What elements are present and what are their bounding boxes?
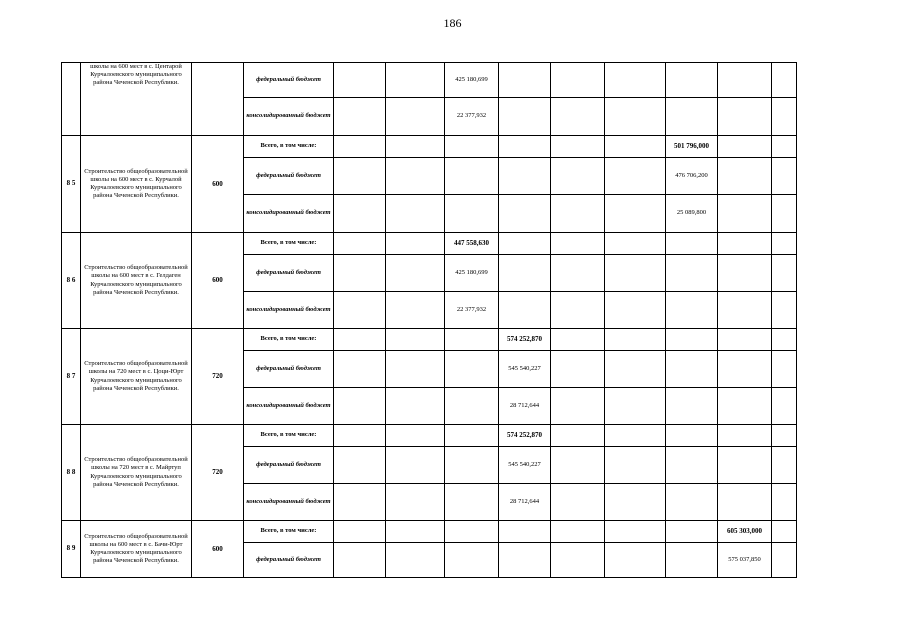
row-number: 8 6 (62, 233, 81, 329)
capacity-cell: 720 (192, 425, 244, 521)
value-cell: 25 089,800 (666, 195, 718, 233)
value-cell: 574 252,870 (499, 329, 551, 351)
total-label: Всего, в том числе: (244, 425, 334, 447)
value-cell: 501 796,000 (666, 136, 718, 158)
federal-label: федеральный бюджет (244, 255, 334, 292)
project-name: Строительство общеобразовательной школы на 720 мест в с. Майртуп Курчалоевского муниципального района Чеченской Республики. (81, 425, 192, 521)
project-name: Строительство общеобразовательной школы на 600 мест в с. Курчалой Курчалоевского муниципального района Чеченской Республики. (81, 136, 192, 233)
total-label: Всего, в том числе: (244, 329, 334, 351)
table-row (62, 136, 797, 158)
value-cell: 447 558,630 (445, 233, 499, 255)
table-row (62, 63, 797, 98)
capacity-cell (192, 63, 244, 136)
value-cell: 545 540,227 (499, 351, 551, 388)
value-cell: 476 706,200 (666, 158, 718, 195)
federal-label: федеральный бюджет (244, 351, 334, 388)
capacity-cell: 600 (192, 521, 244, 578)
federal-label: федеральный бюджет (244, 447, 334, 484)
consolidated-label: консолидированный бюджет (244, 195, 334, 233)
row-number (62, 63, 81, 136)
page-number: 186 (443, 16, 462, 30)
value-cell: 22 377,932 (445, 98, 499, 136)
value-cell: 425 180,699 (445, 63, 499, 98)
project-name: Строительство общеобразовательной школы на 600 мест в с. Бачи-Юрт Курчалоевского муниципального района Чеченской Республики. (81, 521, 192, 578)
value-cell: 545 540,227 (499, 447, 551, 484)
project-name: школы на 600 мест в с. Центарой Курчалоевского муниципального района Чеченской Республики. (81, 63, 192, 136)
consolidated-label: консолидированный бюджет (244, 292, 334, 329)
value-cell: 28 712,644 (499, 484, 551, 521)
total-label: Всего, в том числе: (244, 233, 334, 255)
budget-table (61, 62, 797, 578)
value-cell: 22 377,932 (445, 292, 499, 329)
consolidated-label: консолидированный бюджет (244, 388, 334, 425)
row-number: 8 5 (62, 136, 81, 233)
table-row (62, 233, 797, 255)
capacity-cell: 600 (192, 136, 244, 233)
federal-label: федеральный бюджет (244, 158, 334, 195)
consolidated-label: консолидированный бюджет (244, 484, 334, 521)
table-row (62, 425, 797, 447)
federal-label: федеральный бюджет (244, 543, 334, 578)
row-number: 8 8 (62, 425, 81, 521)
row-number: 8 9 (62, 521, 81, 578)
table-row (62, 521, 797, 543)
value-cell: 574 252,870 (499, 425, 551, 447)
project-name: Строительство общеобразовательной школы на 720 мест в с. Цоци-Юрт Курчалоевского муниципального района Чеченской Республики. (81, 329, 192, 425)
consolidated-label: консолидированный бюджет (244, 98, 334, 136)
row-number: 8 7 (62, 329, 81, 425)
capacity-cell: 600 (192, 233, 244, 329)
total-label: Всего, в том числе: (244, 136, 334, 158)
project-name: Строительство общеобразовательной школы на 600 мест в с. Гелдаген Курчалоевского муниципального района Чеченской Республики. (81, 233, 192, 329)
capacity-cell: 720 (192, 329, 244, 425)
value-cell: 605 303,000 (718, 521, 772, 543)
value-cell: 28 712,644 (499, 388, 551, 425)
value-cell: 575 037,850 (718, 543, 772, 578)
federal-label: федеральный бюджет (244, 63, 334, 98)
value-cell: 425 180,699 (445, 255, 499, 292)
total-label: Всего, в том числе: (244, 521, 334, 543)
table-row (62, 329, 797, 351)
